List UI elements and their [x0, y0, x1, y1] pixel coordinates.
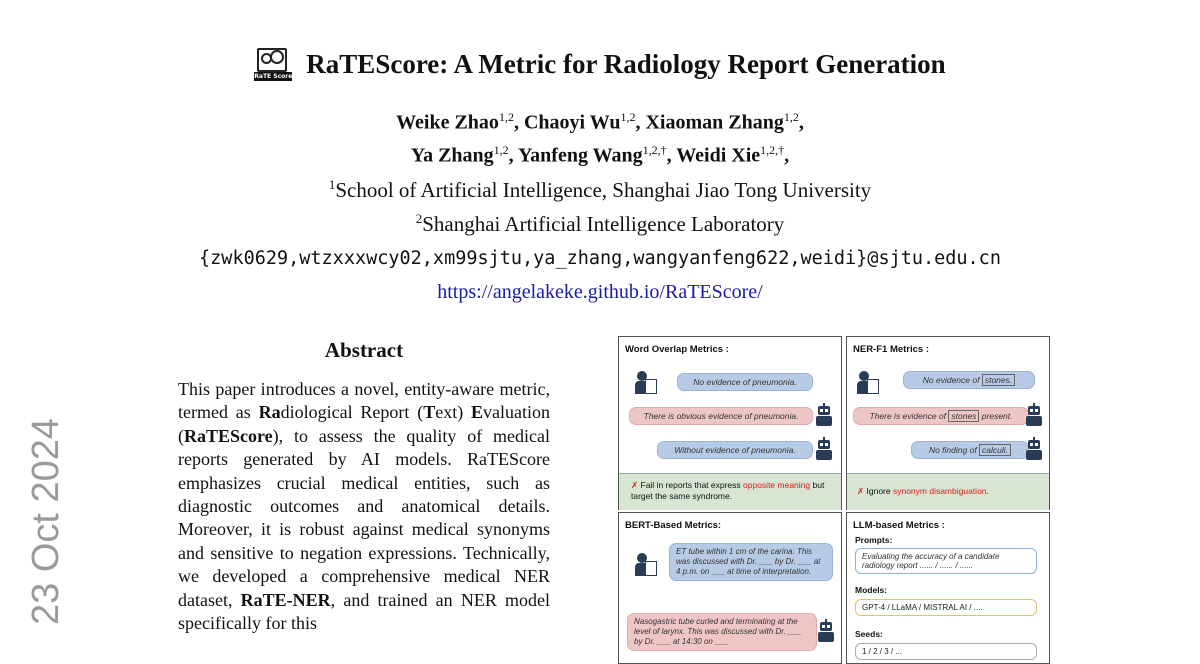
- panel-title: NER-F1 Metrics :: [853, 344, 930, 355]
- panel-title: BERT-Based Metrics:: [625, 520, 722, 531]
- candidate-bubble: Nasogastric tube curled and terminating at the level of larynx. This was discussed with Dr. ___ by Dr. ___ at 14:30 on ___: [627, 613, 817, 651]
- failure-note-bar: [619, 473, 841, 510]
- robot-icon: [1025, 403, 1043, 427]
- author: Chaoyi Wu: [523, 111, 621, 134]
- author: Weidi Xie: [676, 144, 761, 167]
- robot-icon: [817, 619, 835, 643]
- doctor-icon: [857, 371, 879, 395]
- failure-note-bar: [847, 473, 1049, 510]
- ner-f1-panel: [846, 336, 1050, 510]
- candidate-bubble: There is evidence of stones present.: [853, 407, 1029, 425]
- affiliation-1: $^1$School of Artificial Intelligence, Shanghai Jiao Tong University: [328, 177, 872, 202]
- candidate-bubble: Without evidence of pneumonia.: [657, 441, 813, 459]
- bert-panel: [618, 512, 842, 664]
- prompts-label: Prompts:: [855, 535, 893, 545]
- robot-icon: [1025, 437, 1043, 461]
- seeds-box: 1 / 2 / 3 / ...: [855, 643, 1037, 660]
- authors-line-1: Weike Zhao$^{1,2}$, Chaoyi Wu$^{1,2}$, Xiaoman Zhang$^{1,2}$,: [396, 110, 804, 134]
- ratescore-logo: [254, 46, 292, 82]
- author: Ya Zhang: [410, 144, 494, 167]
- models-label: Models:: [855, 585, 888, 595]
- doctor-icon: [635, 371, 657, 395]
- prompt-box: Evaluating the accuracy of a candidate radiology report ...... / ...... / ......: [855, 548, 1037, 574]
- author: Xiaoman Zhang: [645, 111, 784, 134]
- arxiv-date: 23 Oct 2024: [25, 417, 67, 625]
- author: Weike Zhao: [396, 111, 499, 134]
- robot-icon: [815, 403, 833, 427]
- llm-panel: [846, 512, 1050, 664]
- logo-text: RaTE Score: [254, 73, 293, 80]
- project-link[interactable]: https://angelakeke.github.io/RaTEScore/: [437, 281, 763, 303]
- authors-line-2: Ya Zhang$^{1,2}$, Yanfeng Wang$^{1,2,\dagger}$, Weidi Xie$^{1,2,\dagger}$,: [410, 143, 790, 167]
- metrics-comparison-figure: [618, 336, 1050, 656]
- abstract-text: This paper introduces a novel, entity-aware metric, termed as Radiological Report (Text) Evaluation (RaTEScore), to assess the quality of medical reports generated by AI models. RaTEScore emphasizes crucial medical entities, such as diagnostic outcomes and anatomical details. Moreover, it is robust against medical synonyms and sensitive to negation expressions. Technically, we developed a comprehensive medical NER dataset, RaTE-NER, and trained an NER model specifically for this: [178, 379, 550, 634]
- failure-note: ✗ Ignore synonym disambiguation.: [857, 486, 989, 496]
- affiliation-2: $^2$Shanghai Artificial Intelligence Laboratory: [415, 211, 785, 236]
- seeds-label: Seeds:: [855, 629, 883, 639]
- author-emails: {zwk0629,wtzxxxwcy02,xm99sjtu,ya_zhang,wangyanfeng622,weidi}@sjtu.edu.cn: [199, 248, 1001, 269]
- candidate-bubble: No finding of calculi.: [911, 441, 1029, 459]
- models-box: GPT-4 / LLaMA / MISTRAL AI / ....: [855, 599, 1037, 616]
- panel-title: Word Overlap Metrics :: [625, 344, 729, 355]
- doctor-icon: [635, 553, 657, 577]
- word-overlap-panel: [618, 336, 842, 510]
- paper-title: RaTEScore: A Metric for Radiology Report Generation: [306, 48, 946, 79]
- author: Yanfeng Wang: [517, 144, 643, 167]
- failure-note: ✗ Fail in reports that express opposite meaning but target the same syndrome.: [631, 480, 825, 501]
- reference-bubble: No evidence of stones.: [903, 371, 1035, 389]
- abstract-heading: Abstract: [324, 338, 404, 362]
- reference-bubble: No evidence of pneumonia.: [677, 373, 813, 391]
- robot-icon: [815, 437, 833, 461]
- arxiv-stamp: [10, 417, 90, 625]
- title-row: [0, 46, 1200, 82]
- candidate-bubble: There is obvious evidence of pneumonia.: [629, 407, 813, 425]
- reference-bubble: ET tube within 1 cm of the carina. This was discussed with Dr. ___ by Dr. ___ at 4 p.m. on ___ at time of interpretation.: [669, 543, 833, 581]
- panel-title: LLM-based Metrics :: [853, 520, 945, 531]
